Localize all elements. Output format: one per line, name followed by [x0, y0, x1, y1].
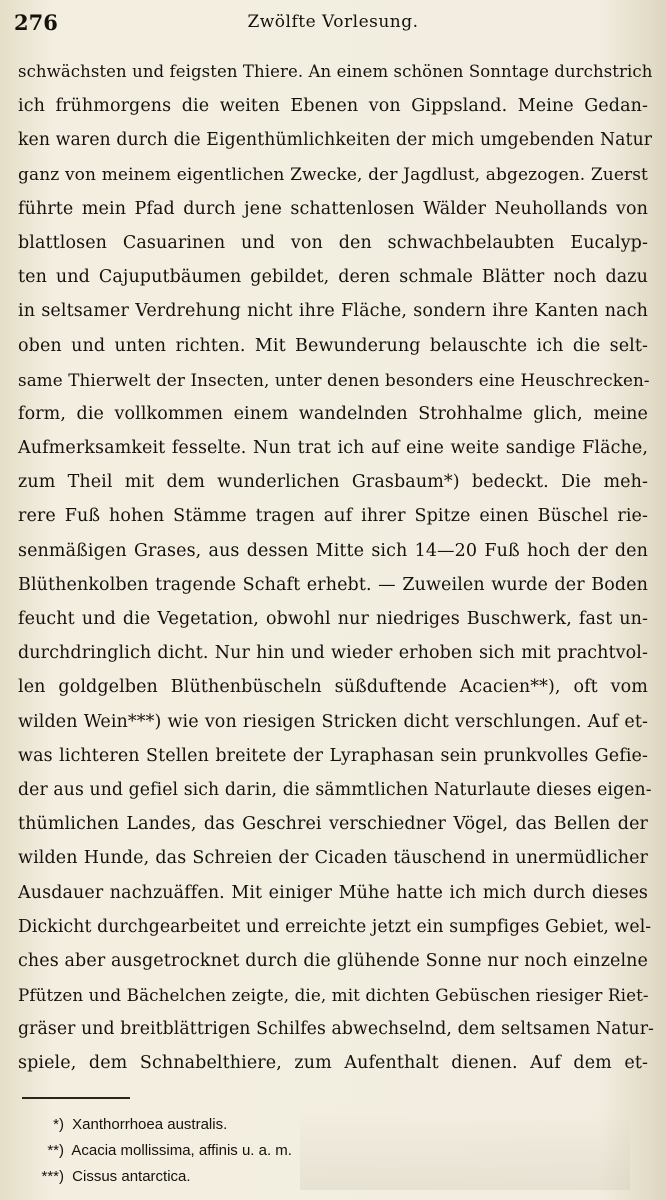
text-line: feucht und die Vegetation, obwohl nur niedriges Buschwerk, fast un- [18, 609, 648, 629]
text-line: zum Theil mit dem wunderlichen Grasbaum*) bedeckt. Die meh- [18, 472, 648, 493]
text-line: Ausdauer nachzuäffen. Mit einiger Mühe hatte ich mich durch dieses [18, 882, 648, 903]
footnote-mark: *) [53, 1116, 64, 1133]
text-line: führte mein Pfad durch jene schattenlosen Wälder Neuhollands von [18, 198, 648, 219]
text-line: form, die vollkommen einem wandelnden Strohhalme glich, meine [18, 403, 648, 424]
text-line: in seltsamer Verdrehung nicht ihre Fläche, sondern ihre Kanten nach [18, 301, 648, 322]
running-title: Zwölfte Vorlesung. [247, 12, 419, 32]
text-line: ken waren durch die Eigenthümlichkeiten der mich umgebenden Natur [18, 130, 653, 151]
text-line: ganz von meinem eigentlichen Zwecke, der Jagdlust, abgezogen. Zuerst [18, 164, 648, 185]
footnote-text: Acacia mollissima, affinis u. a. m. [71, 1142, 292, 1159]
text-line: wilden Wein***) wie von riesigen Stricken dicht verschlungen. Auf et- [18, 711, 648, 732]
text-line: rere Fuß hohen Stämme tragen auf ihrer Spitze einen Büschel rie- [18, 506, 648, 527]
text-line: oben und unten richten. Mit Bewunderung belauschte ich die selt- [18, 335, 648, 356]
text-line: schwächsten und feigsten Thiere. An einem schönen Sonntage durchstrich [18, 62, 653, 81]
text-line: senmäßigen Grases, aus dessen Mitte sich 14—20 Fuß hoch der den [18, 540, 648, 561]
page-number: 276 [14, 9, 58, 35]
text-line: spiele, dem Schnabelthiere, zum Aufenthalt dienen. Auf dem et- [18, 1053, 648, 1074]
text-line: Pfützen und Bächelchen zeigte, die, mit dichten Gebüschen riesiger Riet- [18, 985, 649, 1006]
text-line: blattlosen Casuarinen und von den schwachbelaubten Eucalyp- [18, 232, 648, 253]
text-line: was lichteren Stellen breitete der Lyraphasan sein prunkvolles Gefie- [18, 745, 648, 766]
text-line: gräser und breitblättrigen Schilfes abwechselnd, dem seltsamen Natur- [18, 1019, 654, 1040]
text-line: Aufmerksamkeit fesselte. Nun trat ich auf eine weite sandige Fläche, [18, 438, 648, 459]
footnote-text: Cissus antarctica. [72, 1168, 191, 1185]
text-line: durchdringlich dicht. Nur hin und wieder erhoben sich mit prachtvol- [18, 643, 648, 664]
text-line: ches aber ausgetrocknet durch die glühende Sonne nur noch einzelne [18, 950, 648, 971]
footnote [36, 1164, 292, 1190]
footnote-mark: ***) [41, 1168, 64, 1185]
text-line: ten und Cajuputbäumen gebildet, deren schmale Blätter noch dazu [18, 267, 648, 288]
text-line: len goldgelben Blüthenbüscheln süßduftende Acacien**), oft vom [18, 677, 648, 698]
text-line: same Thierwelt der Insecten, unter denen besonders eine Heuschrecken- [18, 369, 650, 390]
text-line: Dickicht durchgearbeitet und erreichte jetzt ein sumpfiges Gebiet, wel- [18, 916, 652, 937]
text-line: ich frühmorgens die weiten Ebenen von Gippsland. Meine Gedan- [18, 96, 648, 117]
text-line: wilden Hunde, das Schreien der Cicaden täuschend in unermüdlicher [18, 848, 648, 869]
text-line: der aus und gefiel sich darin, die sämmtlichen Naturlaute dieses eigen- [18, 779, 652, 800]
footnote-mark: **) [47, 1142, 64, 1159]
page-header [14, 8, 652, 36]
footnote-divider [22, 1097, 130, 1099]
body-text [18, 55, 654, 1081]
footnotes [36, 1112, 292, 1190]
footnote [36, 1138, 292, 1164]
footnote-text: Xanthorrhoea australis. [72, 1116, 228, 1133]
footnote [36, 1112, 292, 1138]
paper-shading [300, 1110, 630, 1190]
text-line: thümlichen Landes, das Geschrei verschiedner Vögel, das Bellen der [18, 814, 648, 835]
text-line: Blüthenkolben tragende Schaft erhebt. — Zuweilen wurde der Boden [18, 574, 648, 595]
